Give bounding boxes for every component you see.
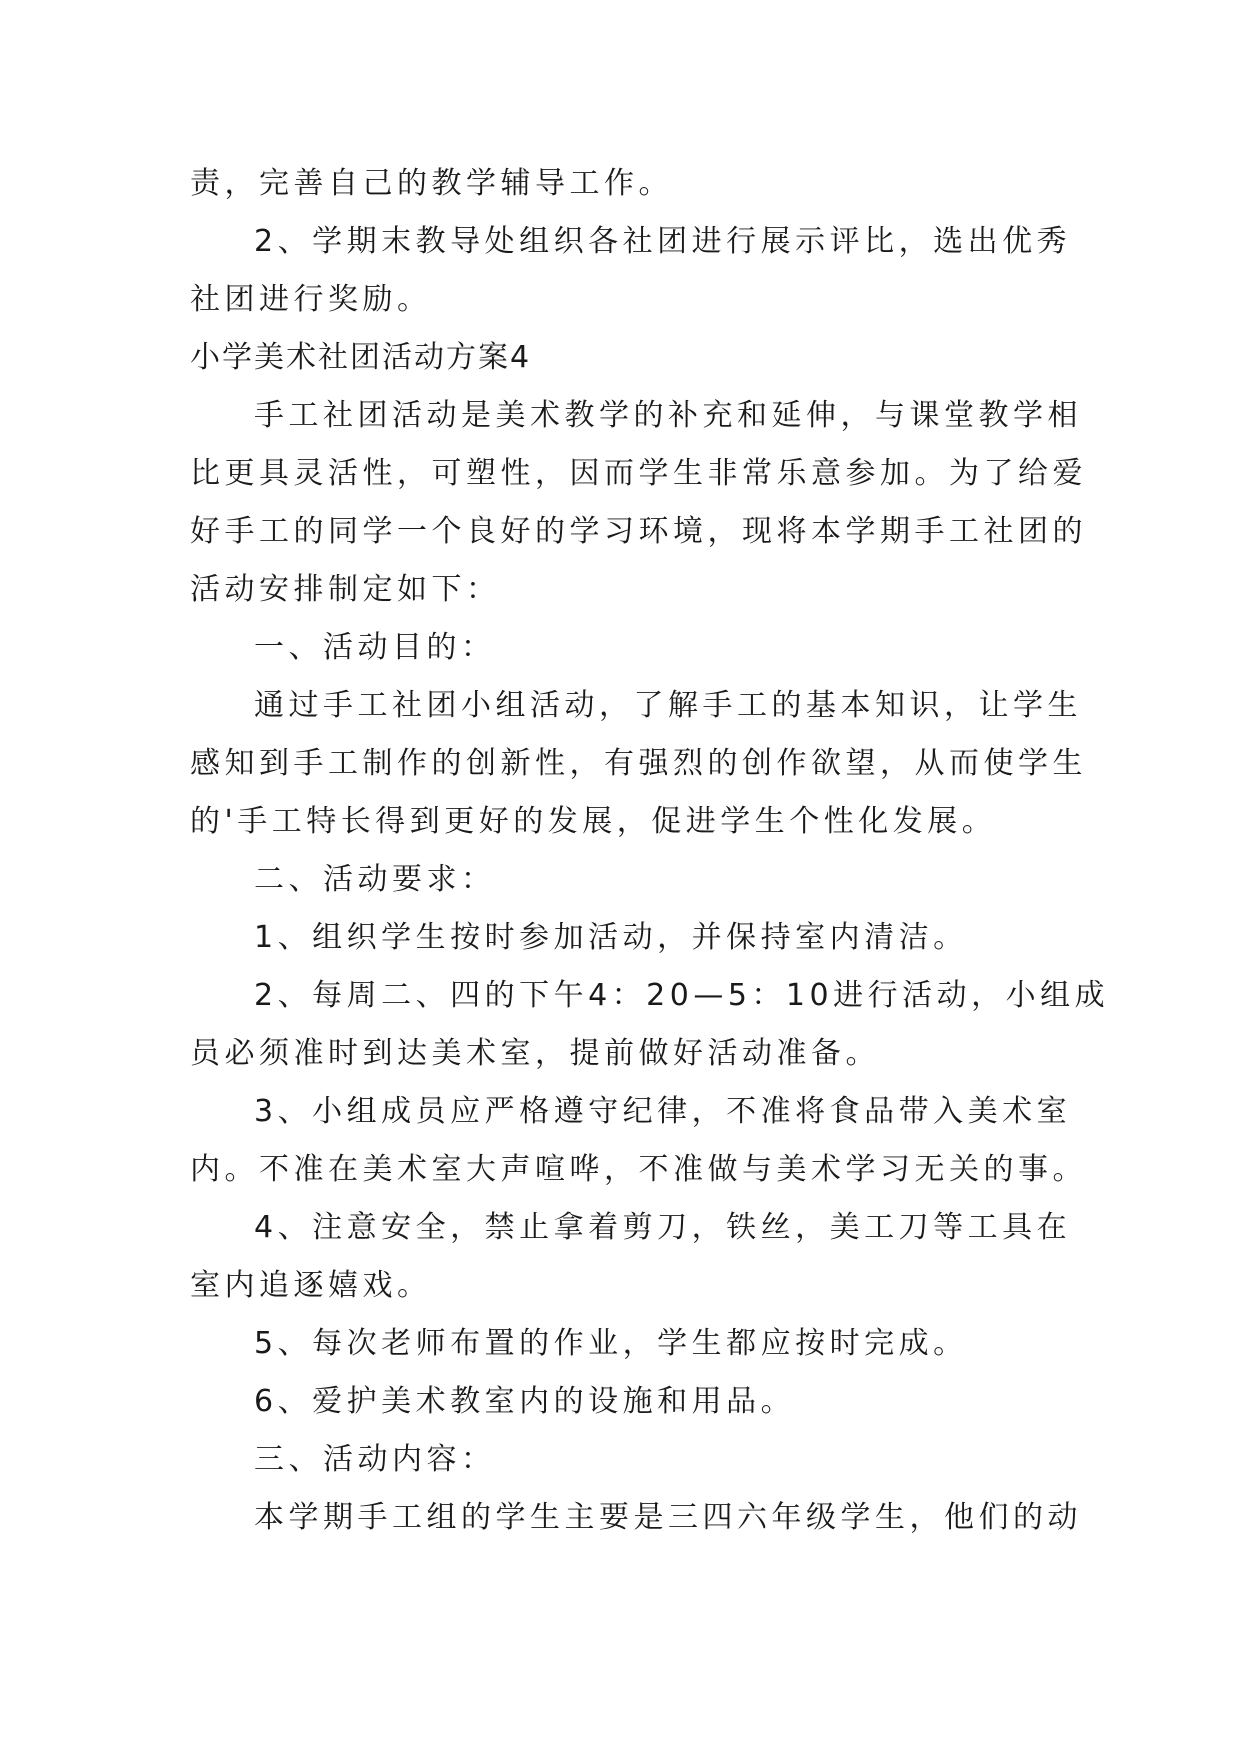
subheading: 三、活动内容： [254, 1442, 496, 1477]
list-item: 4、注意安全，禁止拿着剪刀，铁丝，美工刀等工具在 [254, 1210, 1072, 1245]
text-line: 责，完善自己的教学辅导工作。 [190, 166, 673, 201]
text-line: 内。不准在美术室大声喧哗，不准做与美术学习无关的事。 [190, 1152, 1087, 1187]
text-line: 手工社团活动是美术教学的补充和延伸，与课堂教学相 [254, 398, 1082, 433]
subheading: 二、活动要求： [254, 862, 496, 897]
list-item: 3、小组成员应严格遵守纪律，不准将食品带入美术室 [254, 1094, 1072, 1129]
list-item: 6、爱护美术教室内的设施和用品。 [254, 1384, 796, 1419]
list-item: 2、每周二、四的下午4：20—5：10进行活动，小组成 [254, 978, 1110, 1013]
text-line: 本学期手工组的学生主要是三四六年级学生，他们的动 [254, 1500, 1082, 1535]
text-line: 员必须准时到达美术室，提前做好活动准备。 [190, 1036, 880, 1071]
text-line: 感知到手工制作的创新性，有强烈的创作欲望，从而使学生 [190, 746, 1087, 781]
text-line: 的'手工特长得到更好的发展，促进学生个性化发展。 [190, 804, 997, 839]
subheading: 一、活动目的： [254, 630, 496, 665]
list-item: 5、每次老师布置的作业，学生都应按时完成。 [254, 1326, 968, 1361]
text-line: 社团进行奖励。 [190, 282, 432, 317]
document-body [190, 155, 1110, 1547]
text-line: 通过手工社团小组活动，了解手工的基本知识，让学生 [254, 688, 1082, 723]
text-line: 比更具灵活性，可塑性，因而学生非常乐意参加。为了给爱 [190, 456, 1087, 491]
section-title: 小学美术社团活动方案4 [190, 340, 532, 375]
text-line: 室内追逐嬉戏。 [190, 1268, 432, 1303]
text-line: 活动安排制定如下： [190, 572, 501, 607]
text-line: 好手工的同学一个良好的学习环境，现将本学期手工社团的 [190, 514, 1087, 549]
text-line: 2、学期末教导处组织各社团进行展示评比，选出优秀 [254, 224, 1072, 259]
list-item: 1、组织学生按时参加活动，并保持室内清洁。 [254, 920, 968, 955]
